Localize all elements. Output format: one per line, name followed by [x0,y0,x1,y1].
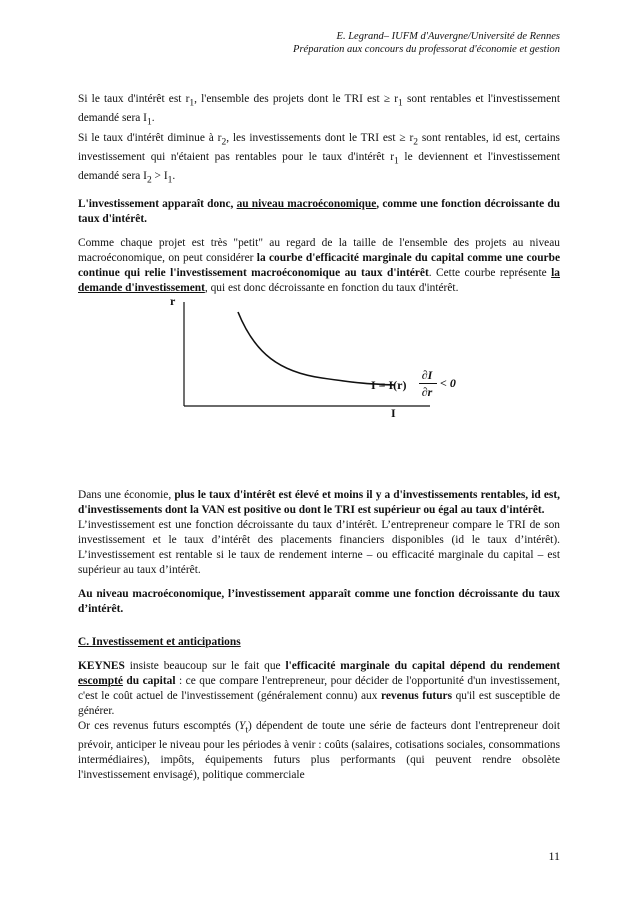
subscript: 2 [221,136,227,147]
underlined-bold-text: au niveau macroéconomique [236,198,377,211]
underlined-bold-text: escompté [78,675,123,687]
text: ) dépendent de toute une série de facteurs dont l'entrepreneur doit prévoir, anticiper le niveau pour les périodes à venir : coûts (salaires, cotisations sociales, consommations intermédiaires), impôts, équipements futurs plus performants (qui peuvent rendre obsolète l'investissement envisagé), politique commerciale [78,720,560,782]
text: insiste beaucoup sur le fait que [124,660,286,672]
y-axis-label: r [170,294,176,308]
subscript: 2 [413,136,419,147]
paragraph-keynes [78,659,560,719]
text: Si le taux d'intérêt est r [78,93,190,105]
text: , l'ensemble des projets dont le TRI est ≥ r [194,93,399,105]
subscript: 1 [189,98,195,109]
text-block-top [78,92,560,296]
text: : ce que compare l'entrepreneur, pour décider de l'opportunité d'un investissement, c'est le coût actuel de l'investissement (généralement connu) aux [78,675,560,702]
bold-text: KEYNES [78,660,125,672]
partial-denominator: ∂r [421,385,433,399]
graph-svg [120,294,480,424]
paragraph-rate-r2 [78,131,560,189]
paragraph-economy [78,488,560,518]
subscript: 1 [146,117,152,128]
header-line-1: E. Legrand– IUFM d'Auvergne/Université de Rennes [336,31,560,42]
underlined-bold-text: la demande d'investissement [78,267,560,295]
text: . Cette courbe représente [428,267,552,280]
text: le deviennent et l'investissement demandé sera I [78,150,560,183]
paragraph-macro-conclusion [78,197,560,227]
paragraph-rate-r1 [78,92,560,131]
text: sont rentables, id est, certains investissement qui n'étaient pas rentables pour le taux d'intérêt r [78,131,560,163]
paragraph-macro-decreasing [78,587,560,617]
subscript: 1 [398,98,403,109]
bold-text: L'investissement apparaît donc, [78,198,237,211]
text: Or ces revenus futurs escomptés ( [78,720,239,732]
inequality-label: < 0 [440,376,456,390]
text: Dans une économie, [78,489,175,501]
text: > I [151,170,168,183]
page-header [293,30,560,56]
paragraph-tri-comparison: L’investissement est une fonction décroissante du taux d’intérêt. L’entrepreneur compare le TRI de son investissement et le taux d’intérêt des placements financiers disponibles (id le taux d’intérêt). L’investissement est rentable si le taux de rendement interne – ou efficacité marginale du capital – est supérieur au taux d’intérêt. [78,519,560,576]
bold-text: Au niveau macroéconomique, l’investissement apparaît comme une fonction décroissante du taux d’intérêt. [78,588,560,615]
text: qu'il est susceptible de générer. [78,690,561,717]
bold-text: du capital [122,675,176,687]
bold-text: la courbe d'efficacité marginale du capital comme une courbe continue qui relie l'investissement macroéconomique au taux d'intérêt [78,252,560,280]
text: . [172,170,176,183]
subscript: 1 [167,175,173,186]
investment-demand-graph [120,294,480,424]
subscript: 1 [394,156,399,167]
text: sont rentables et l'investissement demandé sera I [78,93,561,125]
paragraph-efficiency-curve [78,236,560,296]
section-heading [78,635,560,650]
text: Si le taux d'intérêt diminue à r [78,131,222,144]
fraction-bar [419,383,437,384]
bold-text: l'efficacité marginale du capital dépend du rendement [285,660,560,672]
bold-text: revenus futurs [380,690,453,702]
x-axis-label: I [391,406,396,420]
text-block-bottom [78,488,560,783]
partial-numerator: ∂I [421,368,433,382]
subscript: 2 [146,175,152,186]
page-number: 11 [548,849,560,863]
heading-text: C. Investissement et anticipations [78,636,241,648]
bold-text: , comme une fonction décroissante du taux d'intérêt. [78,198,560,226]
investment-demand-curve [238,312,395,385]
text: Comme chaque projet est très "petit" au regard de la taille de l'ensemble des projets au niveau macroéconomique, on peut considérer [78,237,560,265]
text: . [151,112,155,125]
bold-text: plus le taux d'intérêt est élevé et moins il y a d'investissements rentables, id est, d'investissements dont la VAN est positive ou dont le TRI est supérieur ou égal au taux d'intérêt. [78,489,561,516]
header-line-2: Préparation aux concours du professorat d'économie et gestion [293,44,560,55]
text: , qui est donc décroissante en fonction du taux d'intérêt. [204,282,459,295]
equation-label: I = I(r) [371,378,407,392]
italic-text: Y [239,720,246,732]
text: , les investissements dont le TRI est ≥ r [226,131,414,144]
paragraph-future-revenues [78,719,560,783]
subscript: t [245,725,248,736]
